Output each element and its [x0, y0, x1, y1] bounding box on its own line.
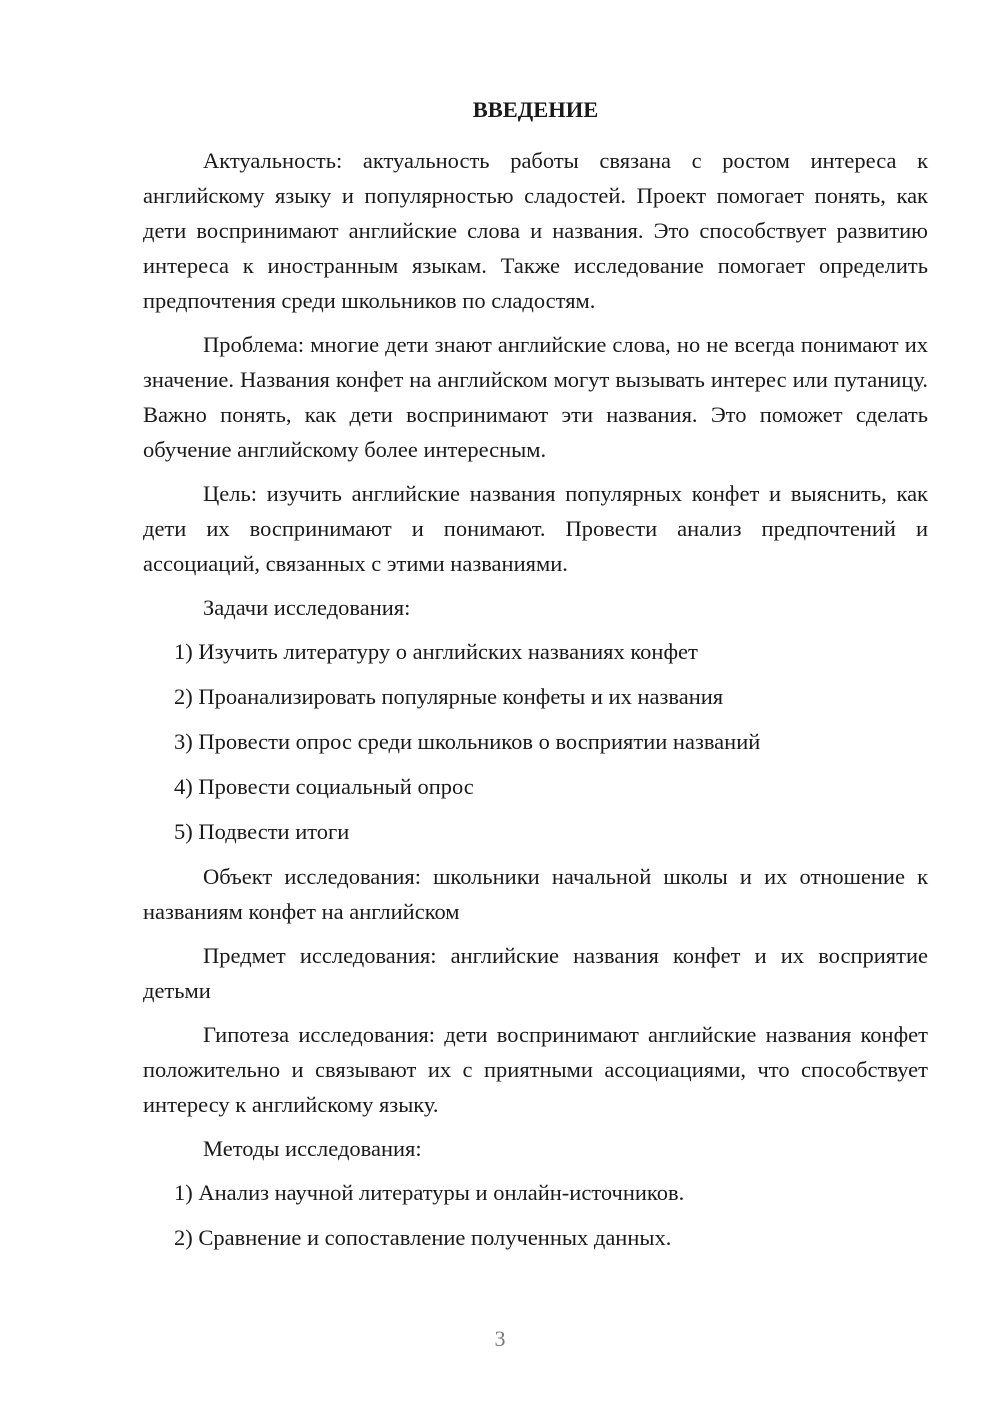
document-page	[143, 94, 928, 1265]
relevance-paragraph: Актуальность: актуальность работы связана с ростом интереса к английскому языку и популярностью сладостей. Проект помогает понять, как дети воспринимают английские слова и названия. Это способствует развитию интереса к иностранным языкам. Также исследование помогает определить предпочтения среди школьников по сладостям.	[143, 148, 928, 313]
methods-list	[143, 1175, 928, 1255]
goal-paragraph: Цель: изучить английские названия популярных конфет и выяснить, как дети их воспринимают и понимают. Провести анализ предпочтений и ассоциаций, связанных с этими названиями.	[143, 481, 928, 576]
hypothesis-paragraph: Гипотеза исследования: дети воспринимают английские названия конфет положительно и связывают их с приятными ассоциациями, что способствует интересу к английскому языку.	[143, 1022, 928, 1117]
task-item: 1) Изучить литературу о английских названиях конфет	[174, 639, 698, 664]
task-item: 3) Провести опрос среди школьников о восприятии названий	[174, 729, 761, 754]
task-item: 2) Проанализировать популярные конфеты и их названия	[174, 684, 724, 709]
subject-paragraph: Предмет исследования: английские названия конфет и их восприятие детьми	[143, 943, 928, 1003]
tasks-heading: Задачи исследования:	[203, 595, 411, 620]
section-title: ВВЕДЕНИЕ	[472, 97, 599, 122]
tasks-list	[143, 634, 928, 849]
methods-heading: Методы исследования:	[203, 1136, 422, 1161]
method-item: 2) Сравнение и сопоставление полученных данных.	[174, 1225, 672, 1250]
method-item: 1) Анализ научной литературы и онлайн-источников.	[174, 1180, 685, 1205]
task-item: 5) Подвести итоги	[174, 819, 350, 844]
problem-paragraph: Проблема: многие дети знают английские слова, но не всегда понимают их значение. Названия конфет на английском могут вызывать интерес или путаницу. Важно понять, как дети воспринимают эти названия. Это поможет сделать обучение английскому более интересным.	[143, 332, 928, 462]
object-paragraph: Объект исследования: школьники начальной школы и их отношение к названиям конфет на английском	[143, 864, 928, 924]
task-item: 4) Провести социальный опрос	[174, 774, 474, 799]
page-number: 3	[494, 1326, 506, 1351]
